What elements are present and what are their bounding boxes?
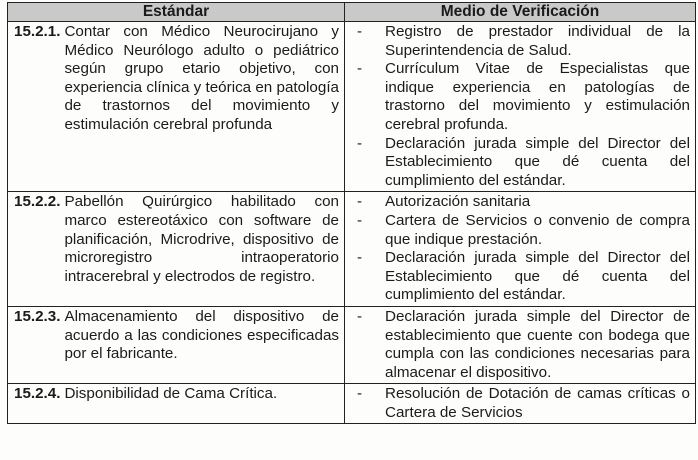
bullet-dash: - [357,307,363,325]
list-item [351,135,690,191]
list-item [351,60,690,134]
verification-list [351,385,690,422]
verification-list [351,23,690,190]
standard-text: Almacenamiento del dispositivo de acuerdo a las condiciones especificadas por el fabricante. [64,307,339,363]
standard-cell [8,22,345,192]
list-item [351,385,690,422]
standards-table [7,2,696,424]
bullet-dash: - [357,385,363,403]
standard-text: Contar con Médico Neurocirujano y Médico Neurólogo adulto o pediátrico según grupo etario objetivo, con experiencia clínica y teórica en patología de trastornos del movimiento y estimulación cerebral profunda [64,23,339,133]
verification-text: Declaración jurada simple del Director del Establecimiento que dé cuenta del cumplimiento del estándar. [385,134,690,189]
list-item [351,193,690,212]
standard-code: 15.2.3. [14,307,61,325]
verification-cell [345,22,696,192]
header-verification: Medio de Verificación [345,3,696,22]
bullet-dash: - [357,23,363,40]
bullet-dash: - [357,134,363,152]
verification-cell [345,192,696,307]
standard-text: Pabellón Quirúrgico habilitado con marco estereotáxico con software de planificación, Microdrive, dispositivo de microregistro intraoperatorio intracerebral y electrodos de registro. [64,193,339,285]
list-item [351,23,690,60]
verification-cell [345,306,696,383]
table-row [8,384,696,424]
verification-text: Autorización sanitaria [385,193,531,211]
verification-text: Declaración jurada simple del Director del Establecimiento que dé cuenta del cumplimiento del estándar. [385,249,690,304]
standard-cell [8,384,345,424]
bullet-dash: - [357,211,363,229]
header-standard: Estándar [8,3,345,22]
standard-cell [8,192,345,307]
verification-text: Cartera de Servicios o convenio de compra que indique prestación. [385,211,690,248]
bullet-dash: - [357,60,363,78]
verification-text: Currículum Vitae de Especialistas que indique experiencia en patologías de trastorno del movimiento y estimulación cerebral profunda. [385,60,690,133]
verification-text: Registro de prestador individual de la Superintendencia de Salud. [385,23,690,59]
table-row [8,22,696,192]
verification-list [351,193,690,305]
table-row [8,306,696,383]
list-item [351,212,690,249]
standard-code: 15.2.2. [14,193,61,211]
standard-cell [8,306,345,383]
standard-code: 15.2.1. [14,23,61,40]
standard-text: Disponibilidad de Cama Crítica. [64,385,278,403]
verification-text: Declaración jurada simple del Director de establecimiento que cuente con bodega que cumpla con las condiciones necesarias para almacenar el dispositivo. [385,307,690,381]
list-item [351,249,690,305]
verification-text: Resolución de Dotación de camas críticas o Cartera de Servicios [385,385,690,421]
bullet-dash: - [357,193,363,211]
table-header-row [8,3,696,22]
list-item [351,308,690,382]
standard-code: 15.2.4. [14,385,61,403]
bullet-dash: - [357,249,363,267]
verification-cell [345,384,696,424]
verification-list [351,308,690,382]
table-row [8,192,696,307]
